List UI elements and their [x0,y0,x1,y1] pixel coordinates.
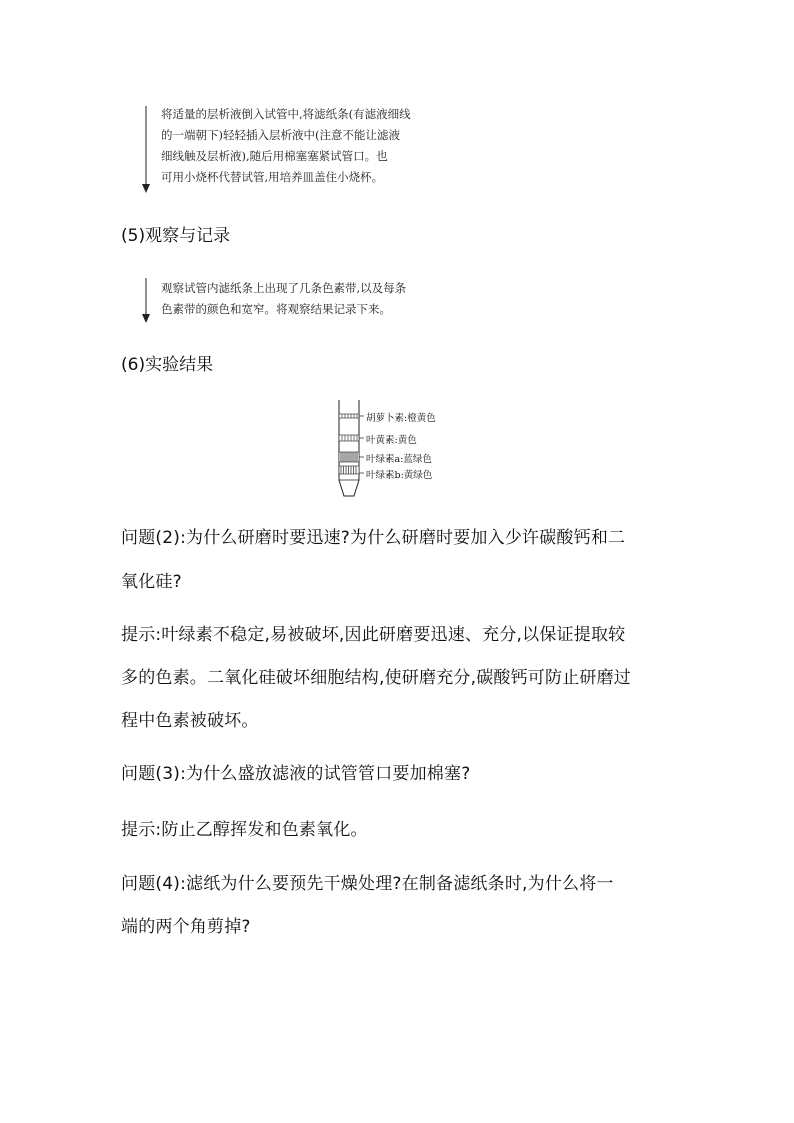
pigment-band-carotene [339,414,359,418]
step4-flow [140,104,440,196]
pigment-band-chlorophyll-a [339,452,359,462]
answer-2-line: 程中色素被破坏。 [121,711,259,731]
question-2-line: 氧化硅? [121,572,182,592]
step4-text [161,104,411,188]
down-arrow-icon [140,276,152,324]
band-label-carotene: 胡萝卜素:橙黄色 [366,413,436,424]
question-2 [121,526,625,594]
step4-line: 的一端朝下)轻轻插入层析液中(注意不能让滤液 [161,128,400,142]
answer-2-line: 提示:叶绿素不稳定,易被破坏,因此研磨要迅速、充分,以保证提取较 [121,625,626,645]
section5-heading: (5)观察与记录 [121,226,231,246]
section5-line: 观察试管内滤纸条上出现了几条色素带,以及每条 [161,281,407,295]
step4-line: 细线触及层析液),随后用棉塞塞紧试管口。也 [161,149,388,163]
section5-flow [140,276,440,326]
pigment-band-xanthophyll [339,435,359,441]
chromatography-diagram [334,400,474,500]
answer-3: 提示:防止乙醇挥发和色素氧化。 [121,820,368,840]
question-4-line: 端的两个角剪掉? [121,917,251,937]
question-3: 问题(3):为什么盛放滤液的试管管口要加棉塞? [121,764,471,784]
answer-2 [121,623,631,733]
band-label-xanthophyll: 叶黄素:黄色 [366,435,417,446]
band-label-chlorophyll-a: 叶绿素a:蓝绿色 [366,454,432,465]
step4-line: 可用小烧杯代替试管,用培养皿盖住小烧杯。 [161,170,384,184]
question-4 [121,872,614,939]
band-label-chlorophyll-b: 叶绿素b:黄绿色 [366,470,433,481]
pigment-band-chlorophyll-b [339,466,359,474]
section6-heading: (6)实验结果 [121,355,214,375]
section5-text [161,278,406,320]
question-2-line: 问题(2):为什么研磨时要迅速?为什么研磨时要加入少许碳酸钙和二 [121,528,626,548]
answer-2-line: 多的色素。二氧化硅破坏细胞结构,使研磨充分,碳酸钙可防止研磨过 [121,668,632,688]
filter-paper-strip [334,400,364,500]
section5-line: 色素带的颜色和宽窄。将观察结果记录下来。 [161,302,391,316]
question-4-line: 问题(4):滤纸为什么要预先干燥处理?在制备滤纸条时,为什么将一 [121,874,614,894]
down-arrow-icon [140,104,152,194]
step4-line: 将适量的层析液倒入试管中,将滤纸条(有滤液细线 [161,107,411,121]
